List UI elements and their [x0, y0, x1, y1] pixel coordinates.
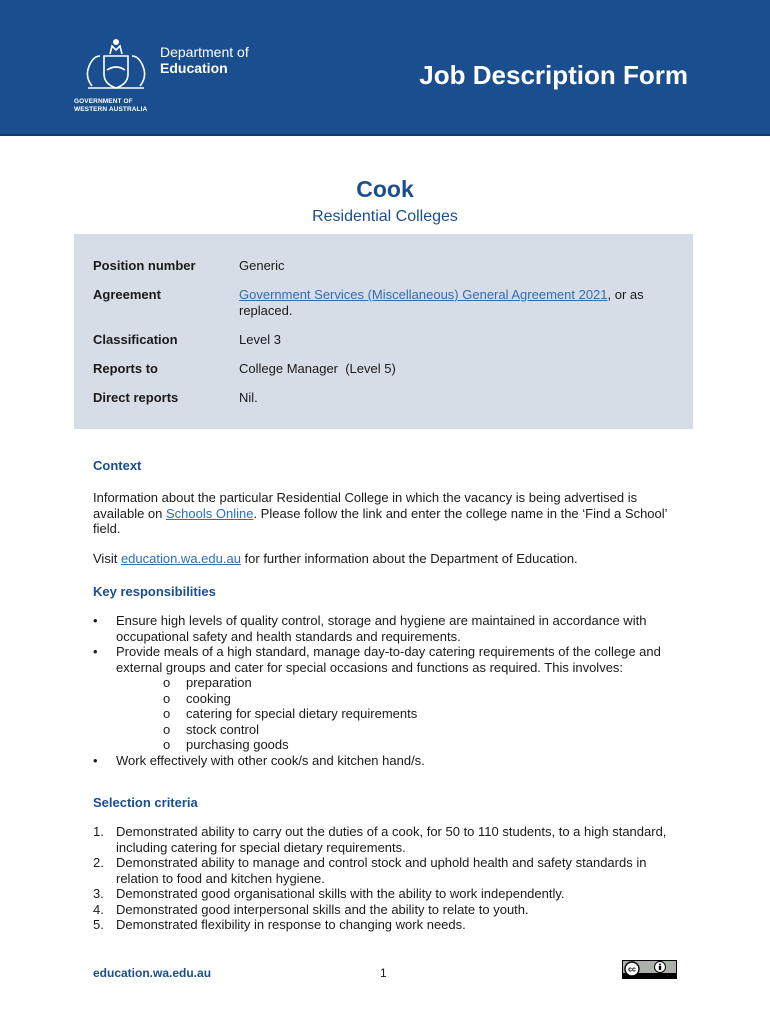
list-item: 4. Demonstrated good interpersonal skills and the ability to relate to youth. [93, 901, 529, 917]
header-banner [0, 0, 770, 136]
position-subtitle: Residential Colleges [312, 208, 458, 225]
wa-coat-of-arms-icon [74, 36, 158, 98]
reports-to-value: College Manager (Level 5) [239, 361, 396, 376]
sub-list-item: o purchasing goods [163, 737, 289, 752]
position-number-label: Position number [93, 258, 196, 273]
list-item: 2. Demonstrated ability to manage and control stock and uphold health and safety standards in relation to food and kitchen hygiene. [93, 855, 647, 886]
sub-list-item: o preparation [163, 675, 252, 690]
svg-text:cc: cc [628, 966, 636, 974]
agreement-label: Agreement [93, 287, 161, 302]
direct-reports-label: Direct reports [93, 390, 179, 405]
footer-url: education.wa.edu.au [93, 966, 212, 980]
context-paragraph-2: Visit education.wa.edu.au for further information about the Department of Education. [93, 551, 578, 566]
context-paragraph-1: Information about the particular Residential College in which the vacancy is being advertised is available on Schools Online. Please follow the link and enter the college name in the ‘Find a School’ field. [93, 490, 668, 536]
list-item: 5. Demonstrated flexibility in response to changing work needs. [93, 917, 466, 932]
list-item: • Ensure high levels of quality control, storage and hygiene are maintained in accordance with occupational safety and health standards and requirements. [93, 613, 647, 644]
schools-online-link[interactable]: Schools Online [166, 505, 254, 521]
education-website-link[interactable]: education.wa.edu.au [120, 551, 241, 566]
position-title: Cook [356, 176, 414, 202]
list-item: • Provide meals of a high standard, manage day-to-day catering requirements of the college and external groups and cater for special occasions and functions as required. This involves: o preparation o cooking o catering for special dietary requirements o stock control o purchasing goods [93, 644, 683, 753]
position-details-box [74, 234, 693, 429]
list-item: • Work effectively with other cook/s and kitchen hand/s. [93, 752, 425, 768]
selection-criteria-list [93, 824, 683, 933]
government-label: GOVERNMENT OF WESTERN AUSTRALIA [74, 98, 148, 113]
key-responsibilities-heading: Key responsibilities [93, 584, 216, 599]
reports-to-label: Reports to [93, 361, 158, 376]
list-item: 1. Demonstrated ability to carry out the duties of a cook, for 50 to 110 students, to a high standard, including catering for special dietary requirements. [93, 824, 667, 855]
sub-list-item: o stock control [163, 721, 259, 737]
responsibilities-list [93, 613, 683, 768]
agreement-link[interactable]: Government Services (Miscellaneous) General Agreement 2021 [239, 287, 608, 302]
selection-criteria-heading: Selection criteria [93, 795, 198, 810]
classification-label: Classification [93, 332, 178, 347]
agreement-value [239, 287, 679, 319]
classification-value: Level 3 [239, 332, 281, 347]
position-number-value: Generic [239, 258, 285, 273]
context-heading: Context [93, 458, 142, 473]
list-item: 3. Demonstrated good organisational skills with the ability to work independently. [93, 886, 565, 901]
agreement-suffix: , or as replaced. [239, 287, 644, 318]
sub-list-item: o cooking [163, 690, 231, 706]
involves-sub-list [163, 675, 683, 753]
department-name: Department of Education [160, 44, 249, 76]
sub-list-item: o catering for special dietary requirements [163, 706, 418, 721]
creative-commons-by-icon [622, 960, 677, 979]
page-number: 1 [380, 966, 387, 980]
direct-reports-value: Nil. [239, 390, 258, 405]
form-title: Job Description Form [419, 60, 688, 90]
